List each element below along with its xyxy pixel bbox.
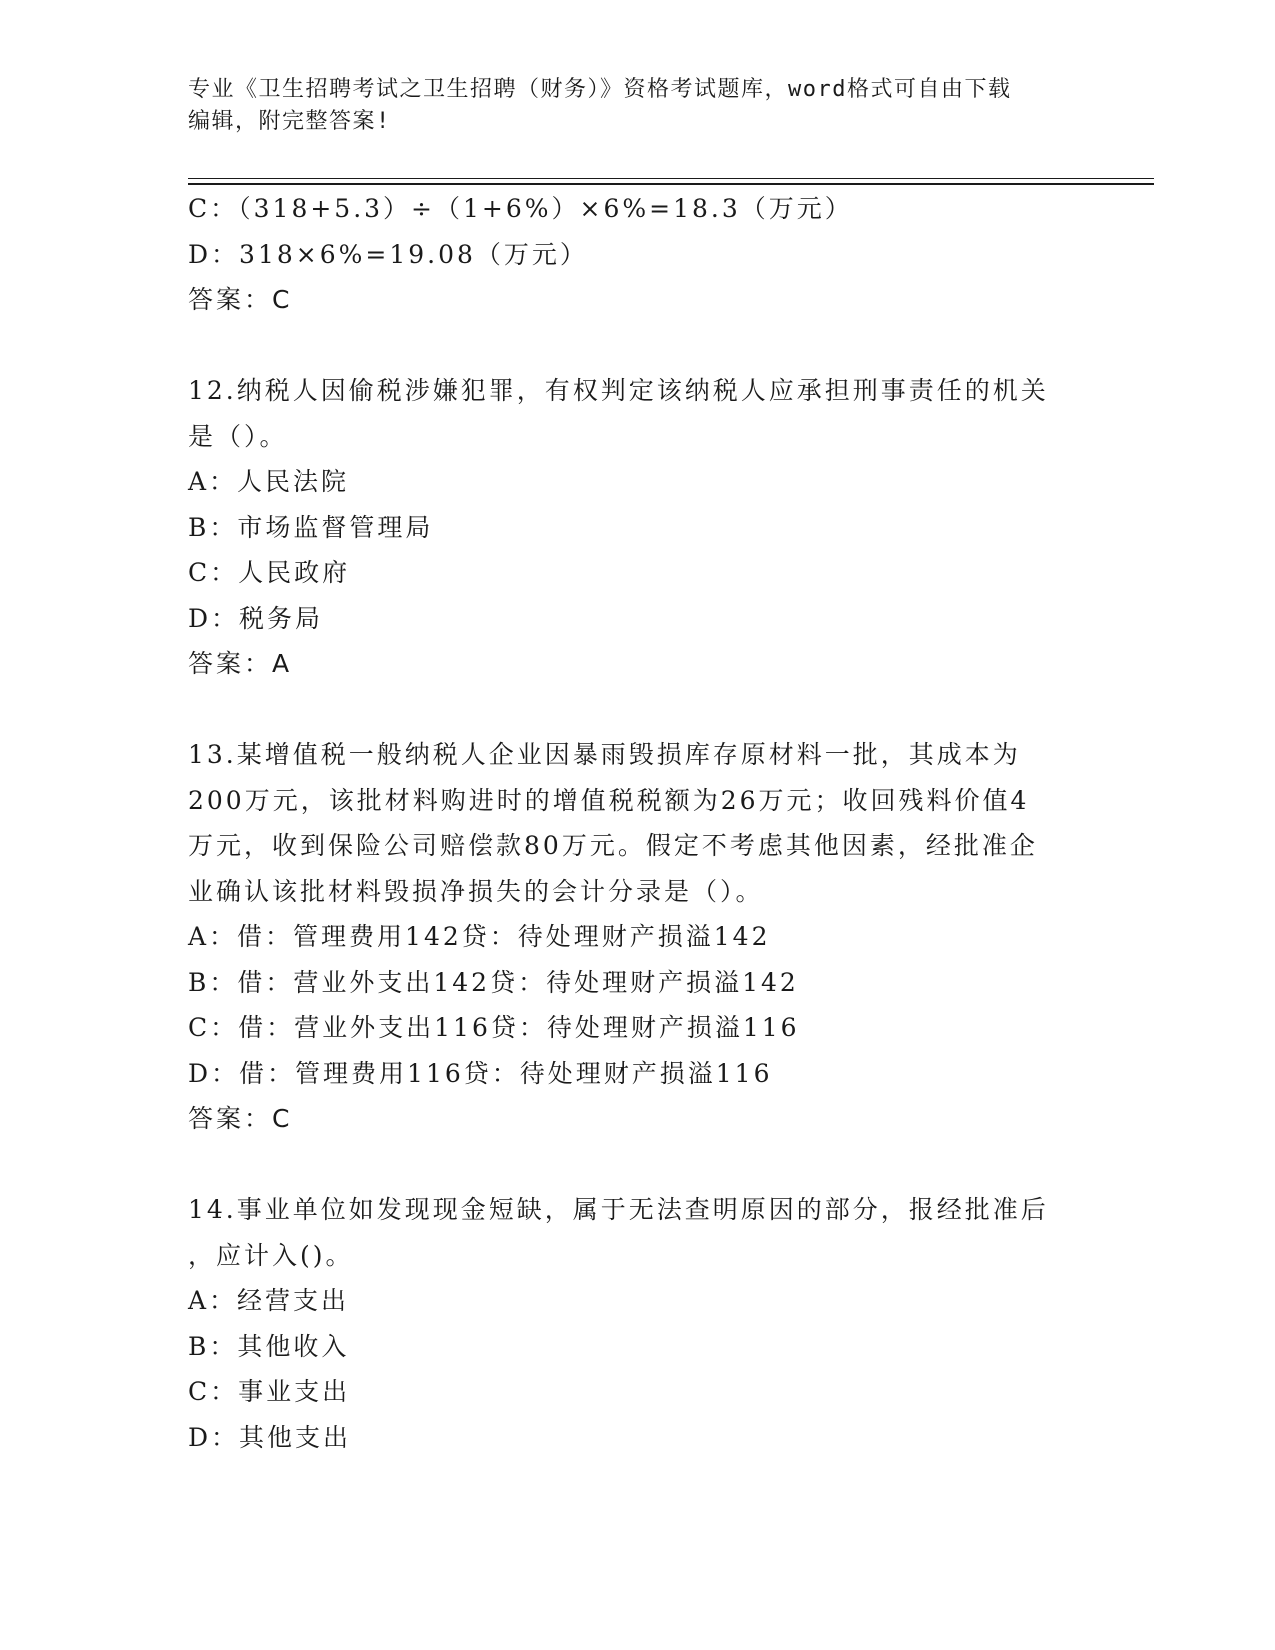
question-stem: 是（）。	[188, 421, 288, 451]
option-d: D：其他支出	[188, 1422, 352, 1452]
spacer	[188, 1142, 1088, 1188]
answer-label: 答案：C	[188, 285, 293, 314]
answer-label: 答案：C	[188, 1104, 293, 1133]
option-b: B：借：营业外支出142贷：待处理财产损溢142	[188, 967, 799, 997]
question-stem: ，应计入()。	[188, 1240, 354, 1270]
question-list	[188, 186, 1088, 1460]
option-a: A：人民法院	[188, 467, 350, 496]
option-d: D：税务局	[188, 603, 324, 633]
header-line-2: 编辑，附完整答案!	[188, 109, 391, 134]
option-b: B：市场监督管理局	[188, 512, 434, 542]
question-13	[188, 732, 1088, 1142]
header-line-1: 专业《卫生招聘考试之卫生招聘（财务）》资格考试题库，word格式可自由下载	[188, 77, 1012, 102]
option-b: B：其他收入	[188, 1331, 350, 1361]
question-stem: 13.某增值税一般纳税人企业因暴雨毁损库存原材料一批，其成本为	[188, 740, 1021, 769]
header-divider-thin	[188, 178, 1154, 179]
question-11-continued	[188, 186, 1088, 323]
header-divider-thick	[188, 183, 1154, 185]
answer-label: 答案：A	[188, 649, 293, 678]
option-c: C：人民政府	[188, 558, 351, 587]
question-stem: 业确认该批材料毁损净损失的会计分录是（）。	[188, 876, 764, 906]
option-c: C：借：营业外支出116贷：待处理财产损溢116	[188, 1013, 800, 1042]
question-12	[188, 368, 1088, 687]
question-stem: 14.事业单位如发现现金短缺，属于无法查明原因的部分，报经批准后	[188, 1195, 1049, 1224]
option-c: C：事业支出	[188, 1377, 351, 1406]
question-14	[188, 1187, 1088, 1460]
question-stem: 万元，收到保险公司赔偿款80万元。假定不考虑其他因素，经批准企	[188, 831, 1038, 860]
option-c: C：（318+5.3）÷（1+6%）×6%=18.3（万元）	[188, 194, 853, 223]
option-a: A：借：管理费用142贷：待处理财产损溢142	[188, 922, 771, 951]
option-d: D：借：管理费用116贷：待处理财产损溢116	[188, 1058, 773, 1088]
document-header	[188, 74, 1088, 138]
question-stem: 200万元，该批材料购进时的增值税税额为26万元；收回残料价值4	[188, 785, 1030, 815]
question-stem: 12.纳税人因偷税涉嫌犯罪，有权判定该纳税人应承担刑事责任的机关	[188, 376, 1049, 405]
spacer	[188, 323, 1088, 369]
option-a: A：经营支出	[188, 1286, 350, 1315]
option-d: D：318×6%=19.08（万元）	[188, 239, 588, 269]
spacer	[188, 687, 1088, 733]
